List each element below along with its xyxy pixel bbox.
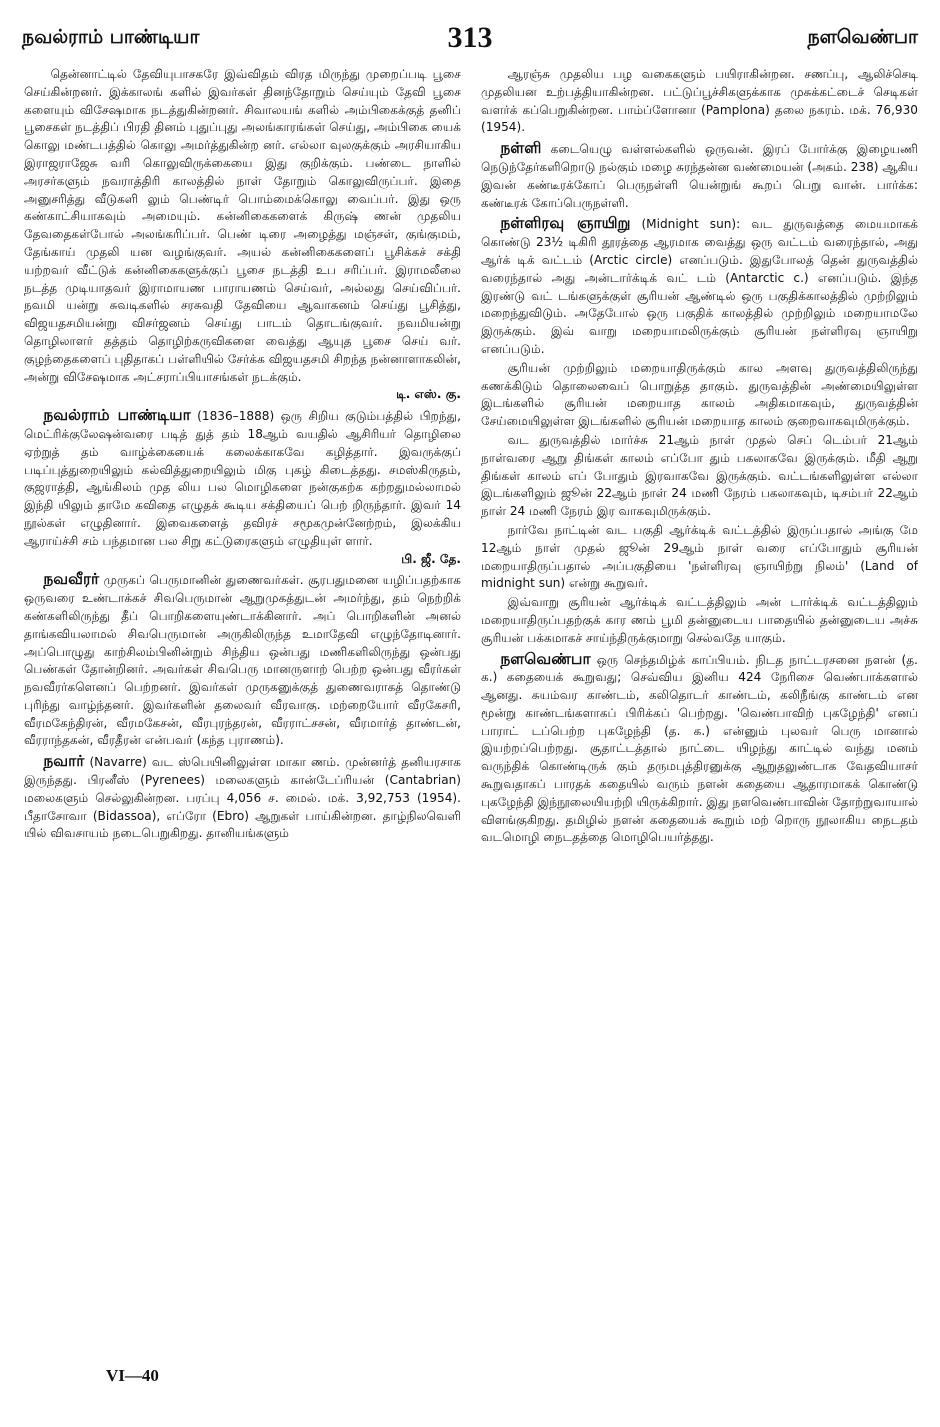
continued-text: ஆரஞ்சு முதலிய பழ வகைகளும் பயிராகின்றன. சணப்பு, ஆலிச்செடி முதலியன உற்பத்தியாகின்றன. பட்டுப்பூச்சிகளுக்காக முசுக்கட்டைச் செடிகள் வளர்க் கப்பெறுகின்றன. பாம்ப்ளோனா (Pamplona) தலை நகரம். மக். 76,930 (1954). xyxy=(481,67,918,135)
author-signature: பி. ஜீ. தே. xyxy=(401,551,461,566)
entry-text: (Midnight sun): வட துருவத்தை மையமாகக் கொண்டு 23½ டிகிரி தூரத்தை ஆரமாக வைத்து ஒரு வட்டம் வரைந்தால், அது ஆர்க் டிக் வட்டம் (Arctic circle) எனப்படும். இதுபோலத் தென் துருவத்தில் வரைந்தால் அது அன்டார்க்டிக் வட் டம் (Antarctic c.) எனப்படும். இந்த இரண்டு வட் டங்களுக்குள் சூரியன் ஆண்டில் ஒரு பகுதிக்காலத்தில் முற்றிலும் மறைந்துவிடும். அதேபோல் ஒரு பகுதிக் காலத்தில் முற்றிலும் மறையாமலே இருக்கும். இவ் வாறு மறையாமலிருக்கும் சூரியன் நள்ளிரவு ஞாயிறு எனப்படும். xyxy=(481,217,918,356)
entry-text: (1836–1888) ஒரு சிறிய குடும்பத்தில் பிறந்து, மெட்ரிக்குலேஷன்வரை படித் துத் தம் 18ஆம் வயதில் ஆசிரியர் தொழிலை ஏற்றுத் தம் வாழ்க்கையைக் கலைக்காகவே கழித்தார். இவருக்குப் படிப்புத்துறையிலும் கல்வித்துறையிலும் மிகு புகழ் கிடைத்தது. சமஸ்கிருதம், குஜராத்தி, ஆங்கிலம் முத லிய பல மொழிகளை நன்குகற்க கற்றதுமல்லாமல் இந்தி யிலும் தாமே கவிதை எழுதக் கூடிய சக்தியைப் பெற் றிருந்தார். இவர் 14 நூல்கள் எழுதினார். இவைகளைத் தவிரச் சமூகமுன்னேற்றம், இலக்கிய ஆராய்ச்சி சம் பந்தமான பல சிறு கட்டுரைகளும் எழுதியுள் ளார். xyxy=(24,409,461,548)
entry-midnight-sun xyxy=(481,215,918,358)
left-column xyxy=(24,66,461,1358)
continued-paragraph xyxy=(481,66,918,137)
entry-title: நவவீரர் xyxy=(43,570,100,589)
author-signature: டி. எஸ். கு. xyxy=(396,387,461,402)
entry-text: (Navarre) வட ஸ்பெயினிலுள்ள மாகா ணம். முன்னர்த் தனியரசாக இருந்தது. பிரனீஸ் (Pyrenees) மலைகளும் கான்டேப்ரியன் (Cantabrian) மலைகளும் செல்லுகின்றன. பரப்பு 4,056 ச. மைல். மக். 3,92,753 (1954). பீதாசோவா (Bidassoa), எப்ரோ (Ebro) ஆறுகள் பாய்கின்றன. தாழ்நிலவெளி யில் விவசாயம் நடைபெறுகிறது. தானியங்களும் xyxy=(24,755,461,841)
intro-paragraph xyxy=(24,66,461,404)
midnight-sun-paragraph: வட துருவத்தில் மார்ச்சு 21ஆம் நாள் முதல் செப் டெம்பர் 21ஆம் நாள்வரை ஆறு திங்கள் காலம் எப்போ தும் பகலாகவே இருக்கும். மீதி ஆறு திங்கள் காலம் எப் போதும் இரவாகவே இருக்கும். வட்டங்களிலுள்ள எல்லா இடங்களிலும் ஜூன் 22ஆம் நாள் 24 மணி நேரம் பகலாகவும், டிசம்பர் 22ஆம் நாள் 24 மணி நேரம் இர வாகவுமிருக்கும். xyxy=(481,432,918,519)
entry-text: முருகப் பெருமானின் துணைவர்கள். சூரபதுமனை யழிப்பதற்காக ஒருவரை உண்டாக்கச் சிவபெருமான் ஆறுமுகத்துடன் அமர்ந்து, தம் நெற்றிக் கண்களிலிருந்து தீப் பொறிகளையுண்டாக்கினார். அப் பொறிகளின் அனல் தாங்கவியலாமல் சிவபெருமான் அருகிலிருந்த உமாதேவி எழுந்தோடினார். அப்பொழுது காற்சிலம்பினின்றும் சிந்திய ஒன்பது மணிகளிலிருந்து ஒன்பது பெண்கள் தோன்றினர். அவர்கள் சிவபெரு மானருளாற் பெற்ற ஒன்பது வீரர்கள் நவவீரர்களெனப் பெற்றனர். இவர்கள் முருகனுக்குத் துணைவராகத் தொண்டு புரிந்து வாழ்ந்தனர். இவர்களின் தலைவர் வீரவாகு. மற்றையோர் வீரகேசரி, வீரமகேந்திரன், வீரமகேசன், வீரபுரந்தரன், வீரராட்சசன், வீரமார்த் தாண்டன், வீரராந்தகன், வீரதீரன் என்பவர் (கந்த புராணம்). xyxy=(24,573,461,748)
entry-nalli xyxy=(481,140,918,212)
entry-title: நவார் xyxy=(43,752,85,771)
volume-page-label: VI—40 xyxy=(106,1366,159,1385)
intro-text: தென்னாட்டில் தேவியுபாசகரே இவ்விதம் விரத மிருந்து முறைப்படி பூசை செய்கின்றனர். இக்காலங் களில் இவர்கள் தினந்தோறும் செய்யும் தேவி பூசை களையும் விசேஷமாக நடத்துகின்றனர். சிவாலயங் களில் அம்பிகைக்குத் தனிப் பூசைகள் நடத்திப் பிரதி தினம் புதுப்புது அலங்காரங்கள் செய்து, அம்பிகை யைக் கொலு மண்டபத்தில் கொலு அமர்த்துகின்ற னர். எல்லா வுலகுக்கும் அரசியாகிய இராஜராஜேசு வரி கொலுவிருக்கையை இது குறிக்கும். பண்டை நாளில் அரசர்களும் நவராத்திரி காலத்தில் நாள் தோறும் கொலுவிருப்பர். இதை அனுசரித்து வீடுகளி லும் பெண்டிர் பொம்மைக்கொலு வைப்பர். இது ஒரு கண்காட்சியாகவும் அமையும். கன்னிகைகளைக் கிருஷ் ணன் முதலிய தேவதைகள்போல் அலங்கரிப்பர். பெண் டிரை அழைத்து மஞ்சள், குங்குமம், தேங்காய் முதலி யன வழங்குவர். அயல் கன்னிகைகளைப் பூசிக்கச் சக்தி யற்றவர் வீட்டுக் கன்னிகைகளுக்குப் பூசை நடத்தி உப சரிப்பர். இராமலீலை நடத்த முடியாதவர் இராமாயண பாராயணம் செய்வர், அல்லது செய்விப்பர். நவமி யன்று சுவடிகளில் சரசுவதி தேவியை ஆவாகனம் செய்து பூசித்து, விஜயதசமியன்று விசர்ஜனம் செய்து பாடம் தொடங்குவர். நவமியன்று தொழிலாளர் தத்தம் தொழிற்கருவிகளை வைத்து ஆயுத பூசை செய் வர். குழந்தைகளைப் புதிதாகப் பள்ளியில் சேர்க்க விஜயதசமி சிறந்த நன்னாளாகலின், அன்று விசேஷமாக அட்சராப்பியாசங்கள் நடக்கும். xyxy=(24,67,461,384)
entry-title: நவல்ராம் பாண்டியா xyxy=(43,406,191,425)
midnight-sun-paragraph: இவ்வாறு சூரியன் ஆர்க்டிக் வட்டத்திலும் அன் டார்க்டிக் வட்டத்திலும் மறையாதிருப்பதற்குக் கார ணம் பூமி தன்னுடைய பாதையில் தன்னுடைய அச்சு சூரியன் பக்கமாகச் சாய்ந்திருக்குமாறு செல்வதே யாகும். xyxy=(481,595,918,645)
entry-title: நள்ளி xyxy=(500,139,542,158)
right-column xyxy=(481,66,918,1358)
entry-title: நளவெண்பா xyxy=(500,649,591,668)
page-number: 313 xyxy=(447,21,493,54)
midnight-sun-paragraph: நார்வே நாட்டின் வட பகுதி ஆர்க்டிக் வட்டத்தில் இருப்பதால் அங்கு மே 12ஆம் நாள் முதல் ஜூன் 29ஆம் நாள் வரை எப்போதும் சூரியன் மறையாதிருப்பதால் அப்பகுதியை 'நள்ளிரவு ஞாயிற்று நிலம்' (Land of midnight sun) என்று கூறுவர். xyxy=(481,522,918,591)
midnight-sun-paragraph: சூரியன் முற்றிலும் மறையாதிருக்கும் கால அளவு துருவத்திலிருந்து கணக்கிடும் தொலைவைப் பொறுத்த தாகும். துருவத்தின் அண்மையிலுள்ள இடங்களில் சூரியன் மறையாத காலம் அதிகமாகவும், துருவத்தின் சேய்மையிலுள்ள இடங்களில் சூரியன் மறையாத காலம் குறைவாகவுமிருக்கும். xyxy=(481,360,918,429)
entry-text: ஒரு செந்தமிழ்க் காப்பியம். நிடத நாட்டரசனை நளன் (த. க.) கதையைக் கூறுவது; செவ்விய இனிய 424 நேரிசை வெண்பாக்களால் ஆனது. சுயம்வர காண்டம், கலிதொடர் காண்டம், கலிநீங்கு காண்டம் என மூன்று காண்டங்களாகப் பிரிக்கப் பெற்றது. 'வெண்பாவிற் புகழேந்தி' எனப் பாராட் டப்பெற்ற புகழேந்தி (த. க.) என்னும் புலவர் பெரு மானால் இயற்றப்பெற்றது. சூதாட்டத்தால் நாட்டை யிழந்து காட்டில் வந்து மனம் வருந்திக் கொண்டிருக் கும் தருமபுத்திரனுக்கு ஆறுதலுண்டாக வேதவியாசர் கூறுவதாகப் பாரதக் கதையில் வரும் நளன் கதையை ஆதாரமாகக் கொண்டு புகழேந்தி இந்நூலையியற்றி யிருக்கிறார். இது நளவெண்பாவின் தோற்றுவாயால் விளங்குகிறது. தமிழில் நளன் கதையைக் கூறும் மற் றொரு நூலாகிய நைடதம் வடமொழி நைடதத்தை மொழிபெயர்த்தது. xyxy=(481,652,918,845)
entry-title: நள்ளிரவு ஞாயிறு xyxy=(500,214,631,233)
header-right-title: நளவெண்பா xyxy=(807,25,918,48)
entry-text: கடையெழு வள்ளல்களில் ஒருவன். இரப் போர்க்கு இழையணி நெடுந்தேர்களிறொடு நல்கும் மழை சுரந்தன்ன வண்மையன் (அகம். 238) ஆகிய இவன் கண்டீரக்கோப் பெருநள்ளி யென்றுங் கூறப் பெறு வான். பார்க்க: கண்டீரக் கோப்பெருநள்ளி. xyxy=(481,142,918,210)
entry-nalavenba xyxy=(481,651,918,848)
header-left-title: நவல்ராம் பாண்டியா xyxy=(22,25,200,48)
entry-navalram-pandya xyxy=(24,407,461,568)
entry-navaveerar xyxy=(24,571,461,750)
entry-navarre xyxy=(24,753,461,843)
text-columns xyxy=(24,66,918,1358)
page-header xyxy=(22,18,918,58)
